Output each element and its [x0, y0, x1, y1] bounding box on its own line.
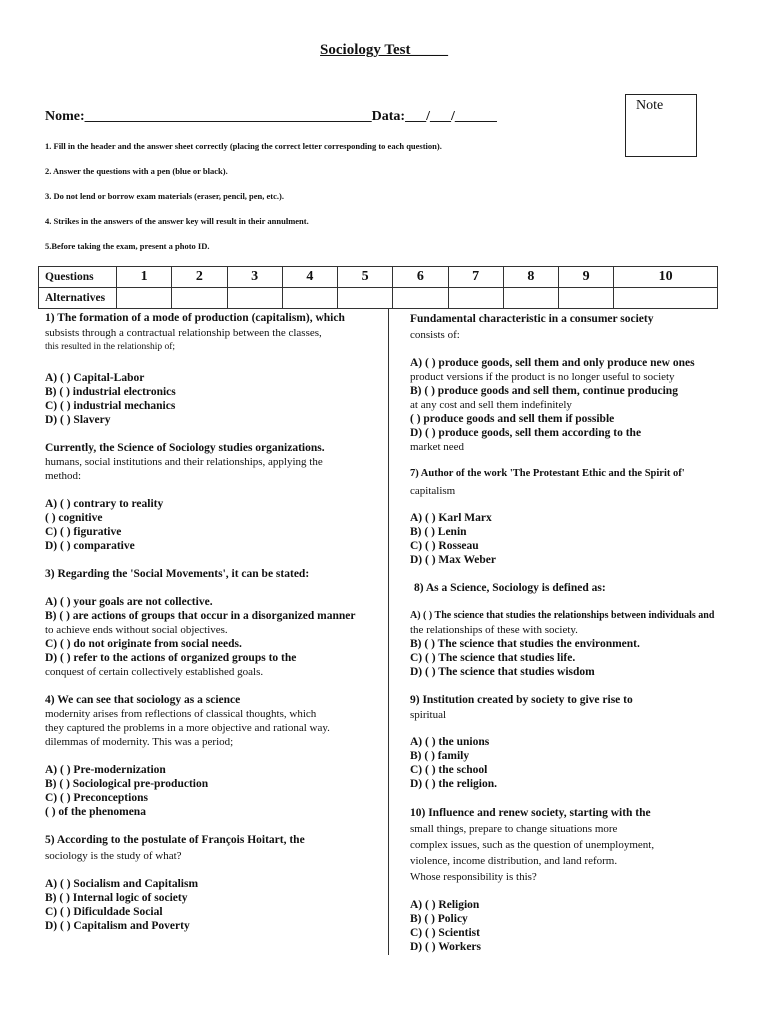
question-number: 8: [503, 267, 558, 288]
option-d: D) ( ) refer to the actions of organized groups to the: [45, 652, 297, 664]
question-text: 7) Author of the work 'The Protestant Ethic and the Spirit of': [410, 468, 685, 479]
question-2: [45, 441, 325, 483]
option-d-cont: market need: [410, 441, 465, 453]
question-text: violence, income distribution, and land reform.: [410, 855, 618, 867]
option-a: A) ( ) Karl Marx: [410, 512, 492, 524]
question-text: spiritual: [410, 709, 447, 721]
question-number: 5: [338, 267, 393, 288]
question-10: [410, 806, 654, 884]
question-5: [45, 833, 305, 863]
option-a: A) ( ) your goals are not collective.: [45, 596, 213, 608]
option-c: C) ( ) do not originate from social needs.: [45, 638, 242, 650]
alternatives-label: Alternatives: [39, 288, 117, 309]
option-d: D) ( ) Workers: [410, 941, 482, 953]
answer-sheet-table: [38, 266, 718, 309]
question-3-options: [45, 595, 356, 679]
question-text: they captured the problems in a more objective and rational way.: [45, 722, 330, 734]
question-text: method:: [45, 470, 82, 482]
option-a: A) ( ) Socialism and Capitalism: [45, 878, 199, 890]
option-b: B) ( ) industrial electronics: [45, 386, 176, 398]
answer-cell[interactable]: [282, 288, 337, 309]
option-d: D) ( ) Slavery: [45, 414, 111, 426]
option-d: D) ( ) the religion.: [410, 778, 497, 790]
question-text: capitalism: [410, 485, 456, 497]
answer-cell[interactable]: [227, 288, 282, 309]
question-text: 9) Institution created by society to give rise to: [410, 694, 633, 706]
option-d: D) ( ) comparative: [45, 540, 135, 552]
question-text: 5) According to the postulate of François Hoitart, the: [45, 834, 305, 846]
question-6: [410, 312, 654, 342]
instruction-1: 1. Fill in the header and the answer sheet correctly (placing the correct letter corresponding to each question).: [45, 141, 442, 151]
question-text: 3) Regarding the 'Social Movements', it can be stated:: [45, 568, 310, 580]
answer-cell[interactable]: [559, 288, 614, 309]
instruction-5: 5.Before taking the exam, present a photo ID.: [45, 241, 210, 251]
question-1: [45, 311, 345, 354]
answer-cell[interactable]: [117, 288, 172, 309]
question-text: small things, prepare to change situations more: [410, 823, 618, 835]
question-number: 4: [282, 267, 337, 288]
question-number: 9: [559, 267, 614, 288]
option-c: C) ( ) Rosseau: [410, 540, 479, 552]
answer-cell[interactable]: [614, 288, 718, 309]
note-box: [625, 94, 697, 157]
question-number: 2: [172, 267, 227, 288]
question-4: [45, 693, 330, 749]
alternatives-row: [39, 288, 718, 309]
option-a: A) ( ) Capital-Labor: [45, 372, 145, 384]
instruction-2: 2. Answer the questions with a pen (blue or black).: [45, 166, 228, 176]
option-d: D) ( ) Max Weber: [410, 554, 497, 566]
option-a: A) ( ) contrary to reality: [45, 498, 164, 510]
option-c: C) ( ) industrial mechanics: [45, 400, 176, 412]
question-text: humans, social institutions and their relationships, applying the: [45, 456, 323, 468]
question-8: [414, 581, 606, 595]
question-text: 1) The formation of a mode of production (capitalism), which: [45, 312, 345, 324]
question-7: [410, 467, 685, 498]
answer-cell[interactable]: [393, 288, 448, 309]
question-number: 1: [117, 267, 172, 288]
question-text: Fundamental characteristic in a consumer society: [410, 313, 654, 325]
option-a: A) ( ) Religion: [410, 899, 480, 911]
question-number: 10: [614, 267, 718, 288]
question-4-options: [45, 763, 208, 819]
option-d: D) ( ) produce goods, sell them according to the: [410, 427, 642, 439]
question-9-options: [410, 735, 497, 791]
question-7-options: [410, 511, 496, 567]
option-b: ( ) cognitive: [45, 512, 103, 524]
option-c: C) ( ) Preconceptions: [45, 792, 148, 804]
questions-label: Questions: [39, 267, 117, 288]
questions-row: [39, 267, 718, 288]
question-number: 6: [393, 267, 448, 288]
option-b: B) ( ) Sociological pre-production: [45, 778, 209, 790]
option-d: ( ) of the phenomena: [45, 806, 146, 818]
option-b-cont: to achieve ends without social objectives.: [45, 624, 228, 636]
option-a-cont: product versions if the product is no longer useful to society: [410, 371, 675, 383]
option-d: D) ( ) The science that studies wisdom: [410, 666, 595, 678]
option-b-cont: at any cost and sell them indefinitely: [410, 399, 572, 411]
question-text: this resulted in the relationship of;: [45, 342, 176, 352]
option-d: D) ( ) Capitalism and Poverty: [45, 920, 190, 932]
option-a: A) ( ) the unions: [410, 736, 490, 748]
question-text: dilemmas of modernity. This was a period;: [45, 736, 234, 748]
question-text: Currently, the Science of Sociology studies organizations.: [45, 442, 325, 454]
option-a: A) ( ) Pre-modernization: [45, 764, 166, 776]
question-text: 4) We can see that sociology as a science: [45, 694, 241, 706]
option-b: B) ( ) Lenin: [410, 526, 467, 538]
question-text: sociology is the study of what?: [45, 850, 182, 862]
option-b: B) ( ) Internal logic of society: [45, 892, 188, 904]
question-8-options: [410, 609, 714, 679]
question-text: Whose responsibility is this?: [410, 871, 537, 883]
name-date-line: Nome:_________________________________________Data:___/___/______: [45, 109, 497, 124]
option-c: C) ( ) figurative: [45, 526, 122, 538]
answer-cell[interactable]: [503, 288, 558, 309]
option-b: B) ( ) produce goods and sell them, continue producing: [410, 385, 678, 397]
option-a-cont: the relationships of these with society.: [410, 624, 578, 636]
question-6-options: [410, 356, 695, 454]
question-2-options: [45, 497, 163, 553]
question-text: complex issues, such as the question of unemployment,: [410, 839, 655, 851]
note-label: Note: [636, 98, 664, 113]
question-text: 8) As a Science, Sociology is defined as:: [414, 582, 606, 594]
question-number: 7: [448, 267, 503, 288]
question-10-options: [410, 898, 481, 954]
question-1-options: [45, 371, 176, 427]
option-b: B) ( ) are actions of groups that occur in a disorganized manner: [45, 610, 356, 622]
option-c: C) ( ) Scientist: [410, 927, 480, 939]
option-b: B) ( ) family: [410, 750, 470, 762]
answer-cell[interactable]: [448, 288, 503, 309]
title-text: Sociology Test_____: [320, 42, 448, 58]
option-c: C) ( ) Dificuldade Social: [45, 906, 163, 918]
option-c: C) ( ) The science that studies life.: [410, 652, 576, 664]
option-b: B) ( ) The science that studies the environment.: [410, 638, 640, 650]
question-5-options: [45, 877, 198, 933]
answer-cell[interactable]: [172, 288, 227, 309]
instruction-3: 3. Do not lend or borrow exam materials (eraser, pencil, pen, etc.).: [45, 191, 284, 201]
question-text: modernity arises from reflections of classical thoughts, which: [45, 708, 317, 720]
question-3: [45, 567, 309, 581]
option-a: A) ( ) produce goods, sell them and only produce new ones: [410, 357, 695, 369]
option-c: ( ) produce goods and sell them if possible: [410, 413, 615, 425]
question-9: [410, 693, 633, 722]
question-text: consists of:: [410, 329, 460, 341]
question-number: 3: [227, 267, 282, 288]
instruction-4: 4. Strikes in the answers of the answer key will result in their annulment.: [45, 216, 309, 226]
option-c: C) ( ) the school: [410, 764, 488, 776]
option-b: B) ( ) Policy: [410, 913, 468, 925]
column-divider: [388, 308, 389, 955]
question-text: 10) Influence and renew society, starting with the: [410, 807, 651, 819]
answer-cell[interactable]: [338, 288, 393, 309]
option-a: A) ( ) The science that studies the relationships between individuals and: [410, 610, 715, 621]
question-text: subsists through a contractual relationship between the classes,: [45, 327, 322, 339]
page-title: [0, 42, 768, 59]
option-d-cont: conquest of certain collectively established goals.: [45, 666, 264, 678]
